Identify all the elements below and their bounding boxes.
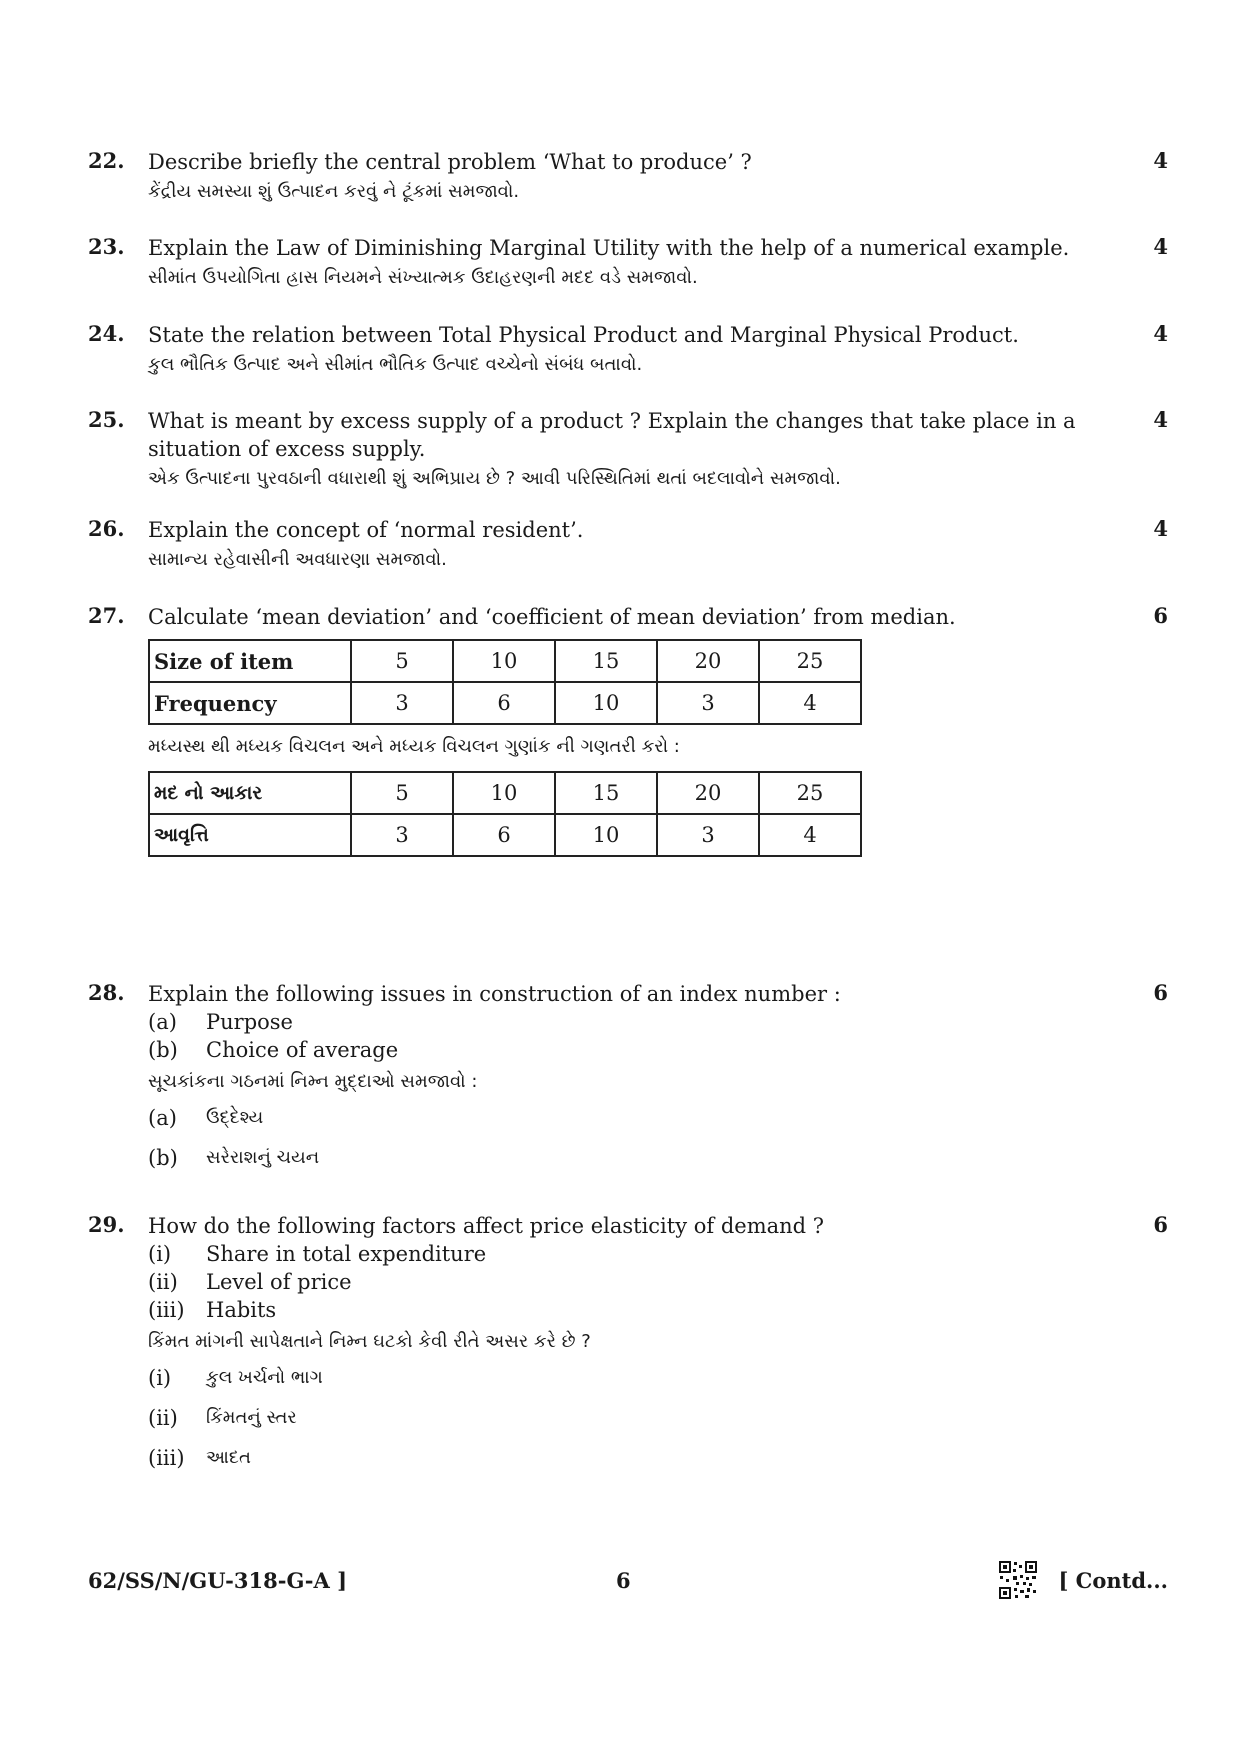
question-22 bbox=[88, 148, 1168, 208]
sub-item-label: (i) bbox=[148, 1366, 172, 1390]
table-cell: 10 bbox=[453, 772, 555, 814]
sub-item-label: (a) bbox=[148, 1010, 177, 1034]
sub-item-label: (iii) bbox=[148, 1298, 185, 1322]
question-marks: 6 bbox=[1153, 603, 1168, 628]
question-29 bbox=[88, 1212, 1168, 1478]
continued-label: [ Contd... bbox=[1058, 1568, 1168, 1593]
sub-item-text: આદત bbox=[206, 1447, 251, 1468]
question-number: 23. bbox=[88, 234, 125, 259]
table-row bbox=[149, 640, 861, 682]
sub-item bbox=[148, 1098, 1128, 1138]
question-text-gu: કિંમત માંગની સાપેક્ષતાને નિમ્ન ઘટકો કેવી રીતે અસર કરે છે ? bbox=[148, 1331, 591, 1352]
table-cell: 15 bbox=[555, 640, 657, 682]
table-row bbox=[149, 682, 861, 724]
sub-item bbox=[148, 1358, 1128, 1398]
question-text-gu: સામાન્ય રહેવાસીની અવધારણા સમજાવો. bbox=[148, 549, 447, 570]
sub-item-label: (ii) bbox=[148, 1406, 178, 1430]
question-text-en: How do the following factors affect price elasticity of demand ? bbox=[148, 1214, 825, 1238]
paper-code: 62/SS/N/GU-318-G-A ] bbox=[88, 1568, 348, 1593]
table-cell: 25 bbox=[759, 772, 861, 814]
sub-item bbox=[148, 1240, 1128, 1268]
table-cell: 20 bbox=[657, 772, 759, 814]
data-table-en bbox=[148, 639, 862, 725]
question-text-gu: સૂચકાંકના ગઠનમાં નિમ્ન મુદ્દાઓ સમજાવો : bbox=[148, 1071, 478, 1092]
table-cell: 5 bbox=[351, 640, 453, 682]
question-number: 26. bbox=[88, 516, 125, 541]
table-row-label: Size of item bbox=[149, 640, 351, 682]
question-marks: 4 bbox=[1153, 148, 1168, 173]
table-cell: 5 bbox=[351, 772, 453, 814]
question-text-en: What is meant by excess supply of a product ? Explain the changes that take place in a situation of excess supply. bbox=[148, 409, 1076, 461]
table-cell: 3 bbox=[351, 814, 453, 856]
sub-item bbox=[148, 1138, 1128, 1178]
question-number: 27. bbox=[88, 603, 125, 628]
question-number: 29. bbox=[88, 1212, 125, 1237]
question-text-en: Calculate ‘mean deviation’ and ‘coefficient of mean deviation’ from median. bbox=[148, 605, 956, 629]
table-cell: 10 bbox=[453, 640, 555, 682]
table-cell: 3 bbox=[351, 682, 453, 724]
sub-item-text: ઉદ્દેશ્ય bbox=[206, 1107, 264, 1128]
question-text-en: Explain the concept of ‘normal resident’. bbox=[148, 518, 584, 542]
sub-item bbox=[148, 1268, 1128, 1296]
question-text-en: Describe briefly the central problem ‘What to produce’ ? bbox=[148, 150, 752, 174]
question-28 bbox=[88, 980, 1168, 1178]
table-cell: 4 bbox=[759, 682, 861, 724]
question-marks: 4 bbox=[1153, 516, 1168, 541]
question-23 bbox=[88, 234, 1168, 294]
table-cell: 3 bbox=[657, 814, 759, 856]
table-cell: 6 bbox=[453, 682, 555, 724]
question-text-gu: મધ્યસ્થ થી મધ્યક વિચલન અને મધ્યક વિચલન ગુણાંક ની ગણતરી કરો : bbox=[148, 736, 680, 757]
table-row-label: મદ નો આકાર bbox=[149, 772, 351, 814]
table-cell: 4 bbox=[759, 814, 861, 856]
table-row-label: Frequency bbox=[149, 682, 351, 724]
page-number: 6 bbox=[616, 1568, 631, 1593]
question-text-gu: કેંદ્રીય સમસ્યા શું ઉત્પાદન કરવું ને ટૂંકમાં સમજાવો. bbox=[148, 181, 520, 202]
question-text-en: State the relation between Total Physical Product and Marginal Physical Product. bbox=[148, 323, 1019, 347]
sub-item bbox=[148, 1398, 1128, 1438]
sub-item-text: Purpose bbox=[206, 1010, 293, 1034]
sub-item-label: (i) bbox=[148, 1242, 172, 1266]
sub-item-text: કિંમતનું સ્તર bbox=[206, 1407, 297, 1428]
table-cell: 25 bbox=[759, 640, 861, 682]
page-footer bbox=[88, 1568, 1168, 1608]
question-marks: 6 bbox=[1153, 980, 1168, 1005]
question-26 bbox=[88, 516, 1168, 576]
question-marks: 6 bbox=[1153, 1212, 1168, 1237]
question-text-gu: સીમાંત ઉપયોગિતા હ્રાસ નિયમને સંખ્યાત્મક ઉદાહરણની મદદ વડે સમજાવો. bbox=[148, 267, 698, 288]
question-text-en: Explain the following issues in construction of an index number : bbox=[148, 982, 841, 1006]
sub-item-text: Level of price bbox=[206, 1270, 352, 1294]
table-cell: 6 bbox=[453, 814, 555, 856]
sub-item-label: (b) bbox=[148, 1038, 178, 1062]
sub-item-label: (ii) bbox=[148, 1270, 178, 1294]
question-number: 22. bbox=[88, 148, 125, 173]
data-table-gu bbox=[148, 771, 862, 857]
sub-item bbox=[148, 1036, 1128, 1064]
question-24 bbox=[88, 321, 1168, 381]
table-row-label: આવૃત્તિ bbox=[149, 814, 351, 856]
question-27 bbox=[88, 603, 1168, 863]
sub-item-text: સરેરાશનું ચયન bbox=[206, 1147, 320, 1168]
question-number: 28. bbox=[88, 980, 125, 1005]
qr-code-icon bbox=[998, 1560, 1038, 1600]
question-marks: 4 bbox=[1153, 321, 1168, 346]
table-row bbox=[149, 772, 861, 814]
question-text-en: Explain the Law of Diminishing Marginal Utility with the help of a numerical example. bbox=[148, 236, 1070, 260]
table-cell: 15 bbox=[555, 772, 657, 814]
sub-item-text: Habits bbox=[206, 1298, 277, 1322]
question-25 bbox=[88, 407, 1168, 495]
table-cell: 10 bbox=[555, 814, 657, 856]
table-row bbox=[149, 814, 861, 856]
sub-item-text: Choice of average bbox=[206, 1038, 399, 1062]
table-cell: 20 bbox=[657, 640, 759, 682]
question-marks: 4 bbox=[1153, 234, 1168, 259]
sub-item-label: (iii) bbox=[148, 1446, 185, 1470]
question-number: 24. bbox=[88, 321, 125, 346]
sub-item-text: કુલ ખર્ચનો ભાગ bbox=[206, 1367, 323, 1388]
question-marks: 4 bbox=[1153, 407, 1168, 432]
table-cell: 3 bbox=[657, 682, 759, 724]
sub-item bbox=[148, 1296, 1128, 1324]
sub-item-label: (a) bbox=[148, 1106, 177, 1130]
table-cell: 10 bbox=[555, 682, 657, 724]
sub-item-text: Share in total expenditure bbox=[206, 1242, 487, 1266]
sub-item bbox=[148, 1438, 1128, 1478]
question-number: 25. bbox=[88, 407, 125, 432]
sub-item-label: (b) bbox=[148, 1146, 178, 1170]
question-text-gu: કુલ ભૌતિક ઉત્પાદ અને સીમાંત ભૌતિક ઉત્પાદ વચ્ચેનો સંબંધ બતાવો. bbox=[148, 354, 643, 375]
question-text-gu: એક ઉત્પાદના પુરવઠાની વધારાથી શું અભિપ્રાય છે ? આવી પરિસ્થિતિમાં થતાં બદલાવોને સમજાવો. bbox=[148, 468, 841, 489]
sub-item bbox=[148, 1008, 1128, 1036]
